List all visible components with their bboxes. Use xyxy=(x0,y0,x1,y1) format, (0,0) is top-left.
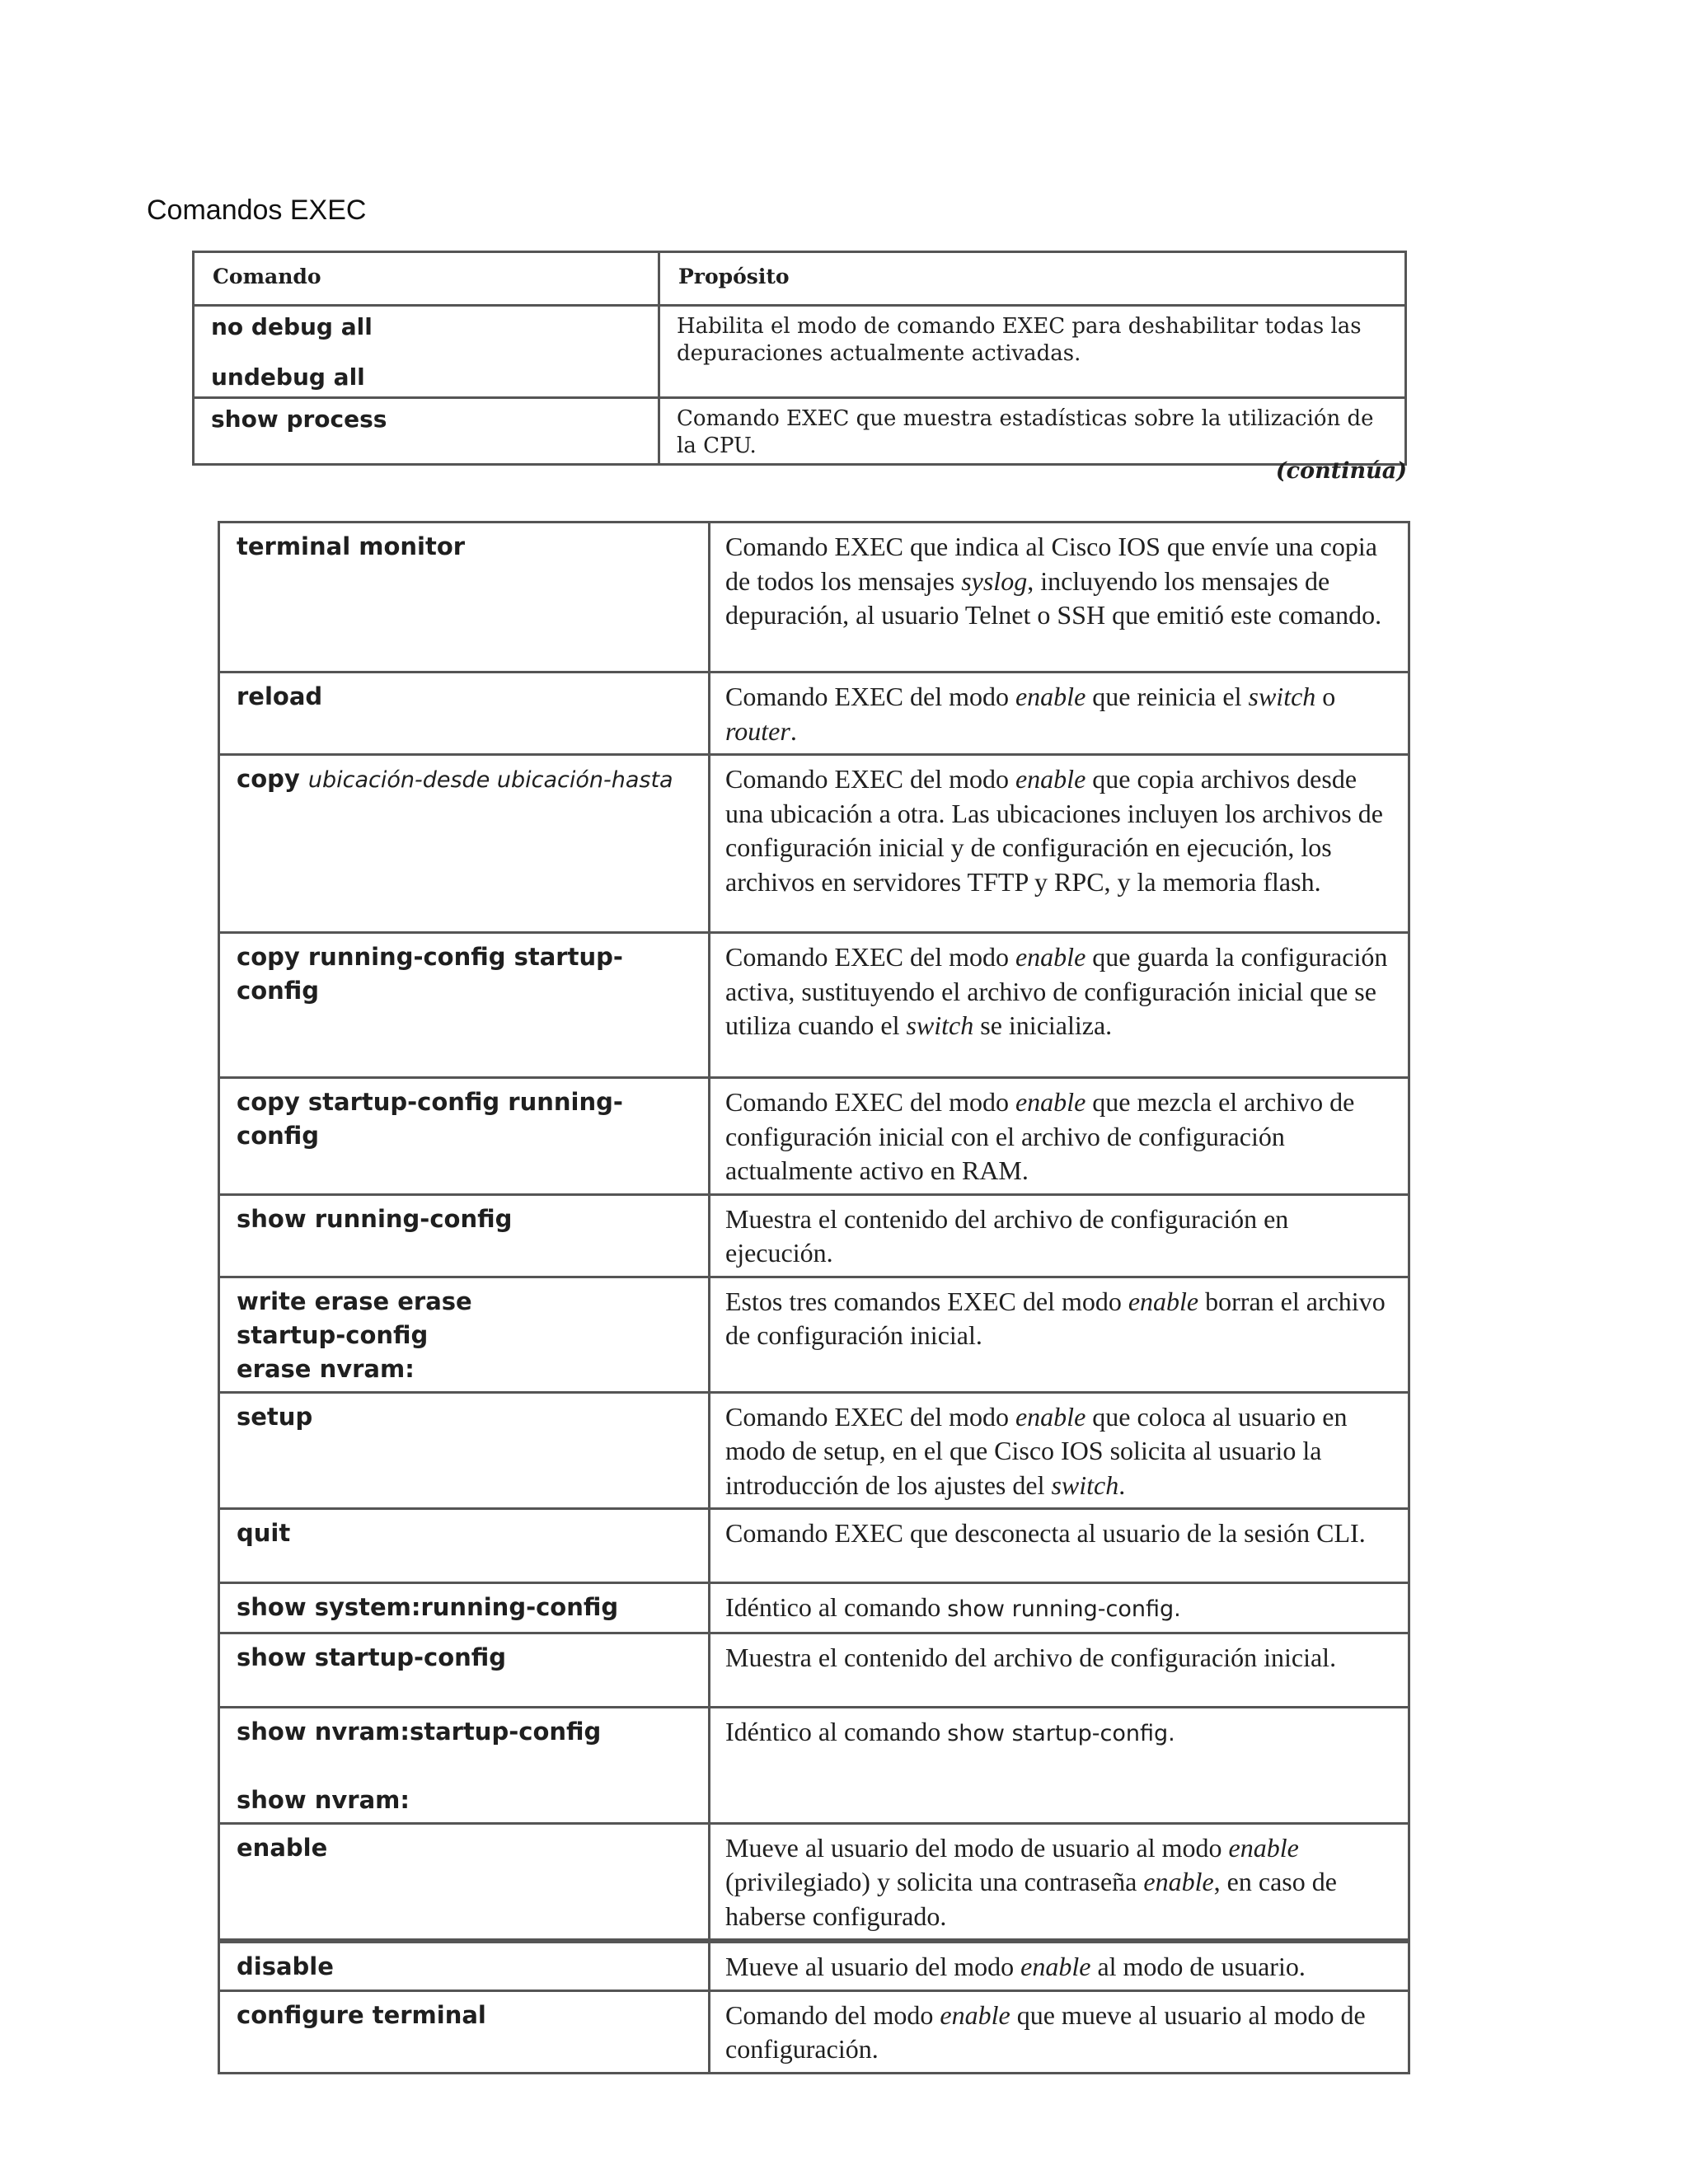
command-cell: configure terminal xyxy=(219,1990,710,2073)
purpose-cell: Comando EXEC del modo enable que mezcla el archivo de configuración inicial con el archivo de configuración actualmente activo en RAM. xyxy=(710,1078,1409,1195)
command-cell: show process xyxy=(194,398,659,465)
purpose-cell: Habilita el modo de comando EXEC para deshabilitar todas las depuraciones actualmente activadas. xyxy=(659,306,1406,398)
table-row xyxy=(194,306,1406,398)
command-cell: write erase erase startup-config erase nvram: xyxy=(219,1277,710,1392)
inline-command: show startup-config. xyxy=(947,1720,1175,1746)
purpose-cell: Comando EXEC del modo enable que coloca al usuario en modo de setup, en el que Cisco IOS solicita al usuario la introducción de los ajustes del switch. xyxy=(710,1392,1409,1509)
table-row xyxy=(219,933,1409,1078)
inline-command: show running-config. xyxy=(947,1596,1181,1622)
command-cell: copy startup-config running-config xyxy=(219,1078,710,1195)
purpose-cell: Comando del modo enable que mueve al usuario al modo de configuración. xyxy=(710,1990,1409,2073)
table-row xyxy=(219,1707,1409,1823)
purpose-cell: Comando EXEC que desconecta al usuario de la sesión CLI. xyxy=(710,1509,1409,1583)
table-row xyxy=(219,1277,1409,1392)
command-cell: quit xyxy=(219,1509,710,1583)
purpose-cell: Idéntico al comando show startup-config. xyxy=(710,1707,1409,1823)
command-cell: disable xyxy=(219,1941,710,1990)
table-row xyxy=(219,1392,1409,1509)
table-row xyxy=(219,1823,1409,1941)
table-row xyxy=(194,398,1406,465)
purpose-cell: Muestra el contenido del archivo de configuración inicial. xyxy=(710,1633,1409,1707)
command-text: no debug all xyxy=(211,313,373,340)
purpose-cell: Mueve al usuario del modo de usuario al modo enable (privilegiado) y solicita una contraseña enable, en caso de haberse configurado. xyxy=(710,1823,1409,1941)
table-row xyxy=(219,755,1409,933)
command-cell: copy ubicación-desde ubicación-hasta xyxy=(219,755,710,933)
table-header-row xyxy=(194,252,1406,306)
table-row xyxy=(219,1509,1409,1583)
purpose-cell: Idéntico al comando show running-config. xyxy=(710,1583,1409,1633)
purpose-cell: Mueve al usuario del modo enable al modo de usuario. xyxy=(710,1941,1409,1990)
purpose-cell: Comando EXEC que indica al Cisco IOS que envíe una copia de todos los mensajes syslog, incluyendo los mensajes de depuración, al usuario Telnet o SSH que emitió este comando. xyxy=(710,523,1409,673)
command-cell: setup xyxy=(219,1392,710,1509)
command-cell: enable xyxy=(219,1823,710,1941)
table-row xyxy=(219,1194,1409,1277)
command-cell: show nvram:startup-config show nvram: xyxy=(219,1707,710,1823)
page-title: Comandos EXEC xyxy=(147,194,367,226)
table-row xyxy=(219,1583,1409,1633)
table-row xyxy=(219,1078,1409,1195)
command-cell: show startup-config xyxy=(219,1633,710,1707)
purpose-cell: Comando EXEC que muestra estadísticas sobre la utilización de la CPU. xyxy=(659,398,1406,465)
exec-commands-table-bottom xyxy=(218,521,1410,2074)
command-cell: reload xyxy=(219,673,710,755)
command-cell: show system:running-config xyxy=(219,1583,710,1633)
purpose-cell: Estos tres comandos EXEC del modo enable borran el archivo de configuración inicial. xyxy=(710,1277,1409,1392)
command-text: undebug all xyxy=(211,363,365,391)
header-purpose: Propósito xyxy=(659,252,1406,306)
command-cell: copy running-config startup-config xyxy=(219,933,710,1078)
header-command: Comando xyxy=(194,252,659,306)
continued-note: (continúa) xyxy=(1275,458,1407,484)
table-row xyxy=(219,1990,1409,2073)
exec-commands-table-top xyxy=(192,251,1407,466)
purpose-cell: Muestra el contenido del archivo de configuración en ejecución. xyxy=(710,1194,1409,1277)
command-argument: ubicación-desde ubicación-hasta xyxy=(307,767,673,793)
table-row xyxy=(219,1633,1409,1707)
command-cell: terminal monitor xyxy=(219,523,710,673)
table-row xyxy=(219,523,1409,673)
command-cell: show running-config xyxy=(219,1194,710,1277)
command-cell xyxy=(194,306,659,398)
table-row xyxy=(219,673,1409,755)
purpose-cell: Comando EXEC del modo enable que copia archivos desde una ubicación a otra. Las ubicaciones incluyen los archivos de configuración inicial y de configuración en ejecución, los archivos en servidores TFTP y RPC, y la memoria flash. xyxy=(710,755,1409,933)
table-row xyxy=(219,1941,1409,1990)
purpose-cell: Comando EXEC del modo enable que guarda la configuración activa, sustituyendo el archivo de configuración inicial que se utiliza cuando el switch se inicializa. xyxy=(710,933,1409,1078)
purpose-cell: Comando EXEC del modo enable que reinicia el switch o router. xyxy=(710,673,1409,755)
